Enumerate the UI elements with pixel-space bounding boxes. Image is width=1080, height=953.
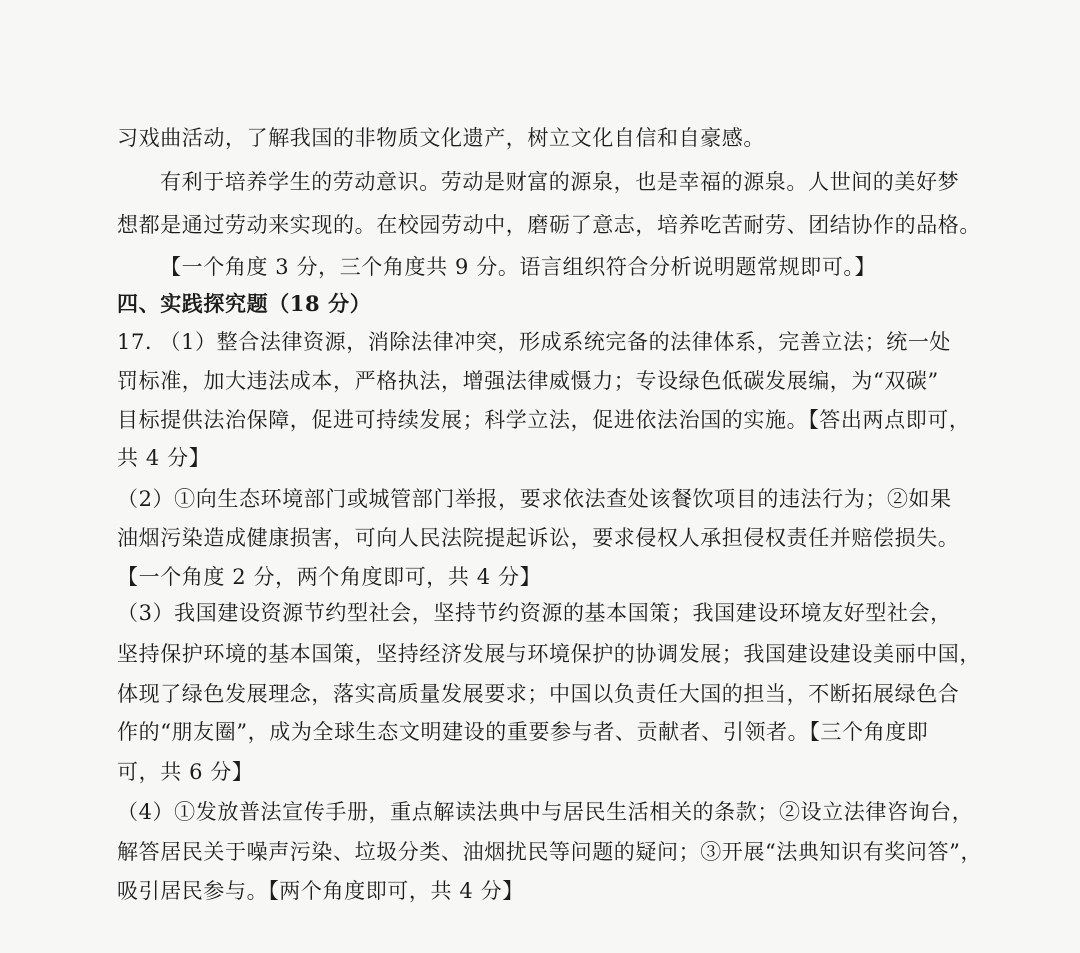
text-line: 目标提供法治保障，促进可持续发展；科学立法，促进依法治国的实施。【答出两点即可， <box>117 408 971 432</box>
scoring-note: 可，共 6 分】 <box>117 760 254 784</box>
text-line: 油烟污染造成健康损害，可向人民法院提起诉讼，要求侵权人承担侵权责任并赔偿损失。 <box>117 526 960 550</box>
answer-line: （2）①向生态环境部门或城管部门举报，要求依法查处该餐饮项目的违法行为；②如果 <box>117 487 952 511</box>
text-line: 罚标准，加大违法成本，严格执法，增强法律威慑力；专设绿色低碳发展编，为“双碳” <box>117 369 939 393</box>
question-line: 17. （1）整合法律资源，消除法律冲突，形成系统完备的法律体系，完善立法；统一处 <box>117 330 952 354</box>
answer-line: （4）①发放普法宣传手册，重点解读法典中与居民生活相关的条款；②设立法律咨询台， <box>117 800 974 824</box>
scoring-note: 共 4 分】 <box>117 446 211 470</box>
text-line: 想都是通过劳动来实现的。在校园劳动中，磨砺了意志，培养吃苦耐劳、团结协作的品格。 <box>117 213 981 237</box>
scoring-note: 吸引居民参与。【两个角度即可，共 4 分】 <box>117 879 524 903</box>
answer-line: （3）我国建设资源节约型社会，坚持节约资源的基本国策；我国建设环境友好型社会， <box>117 601 952 625</box>
text-line: 坚持保护环境的基本国策，坚持经济发展与环境保护的协调发展；我国建设建设美丽中国， <box>117 642 981 666</box>
section-heading: 四、实践探究题（18 分） <box>117 291 372 316</box>
text-line: 解答居民关于噪声污染、垃圾分类、油烟扰民等问题的疑问；③开展“法典知识有奖问答”， <box>117 840 983 864</box>
scoring-note: 【一个角度 3 分，三个角度共 9 分。语言组织符合分析说明题常规即可。】 <box>160 255 877 279</box>
scoring-note: 【一个角度 2 分，两个角度即可，共 4 分】 <box>117 565 542 589</box>
paragraph-line: 有利于培养学生的劳动意识。劳动是财富的源泉，也是幸福的源泉。人世间的美好梦 <box>160 170 960 194</box>
text-line: 习戏曲活动，了解我国的非物质文化遗产，树立文化自信和自豪感。 <box>117 126 765 150</box>
text-line: 体现了绿色发展理念，落实高质量发展要求；中国以负责任大国的担当，不断拓展绿色合 <box>117 682 960 706</box>
text-line: 作的“朋友圈”，成为全球生态文明建设的重要参与者、贡献者、引领者。【三个角度即 <box>117 720 929 744</box>
